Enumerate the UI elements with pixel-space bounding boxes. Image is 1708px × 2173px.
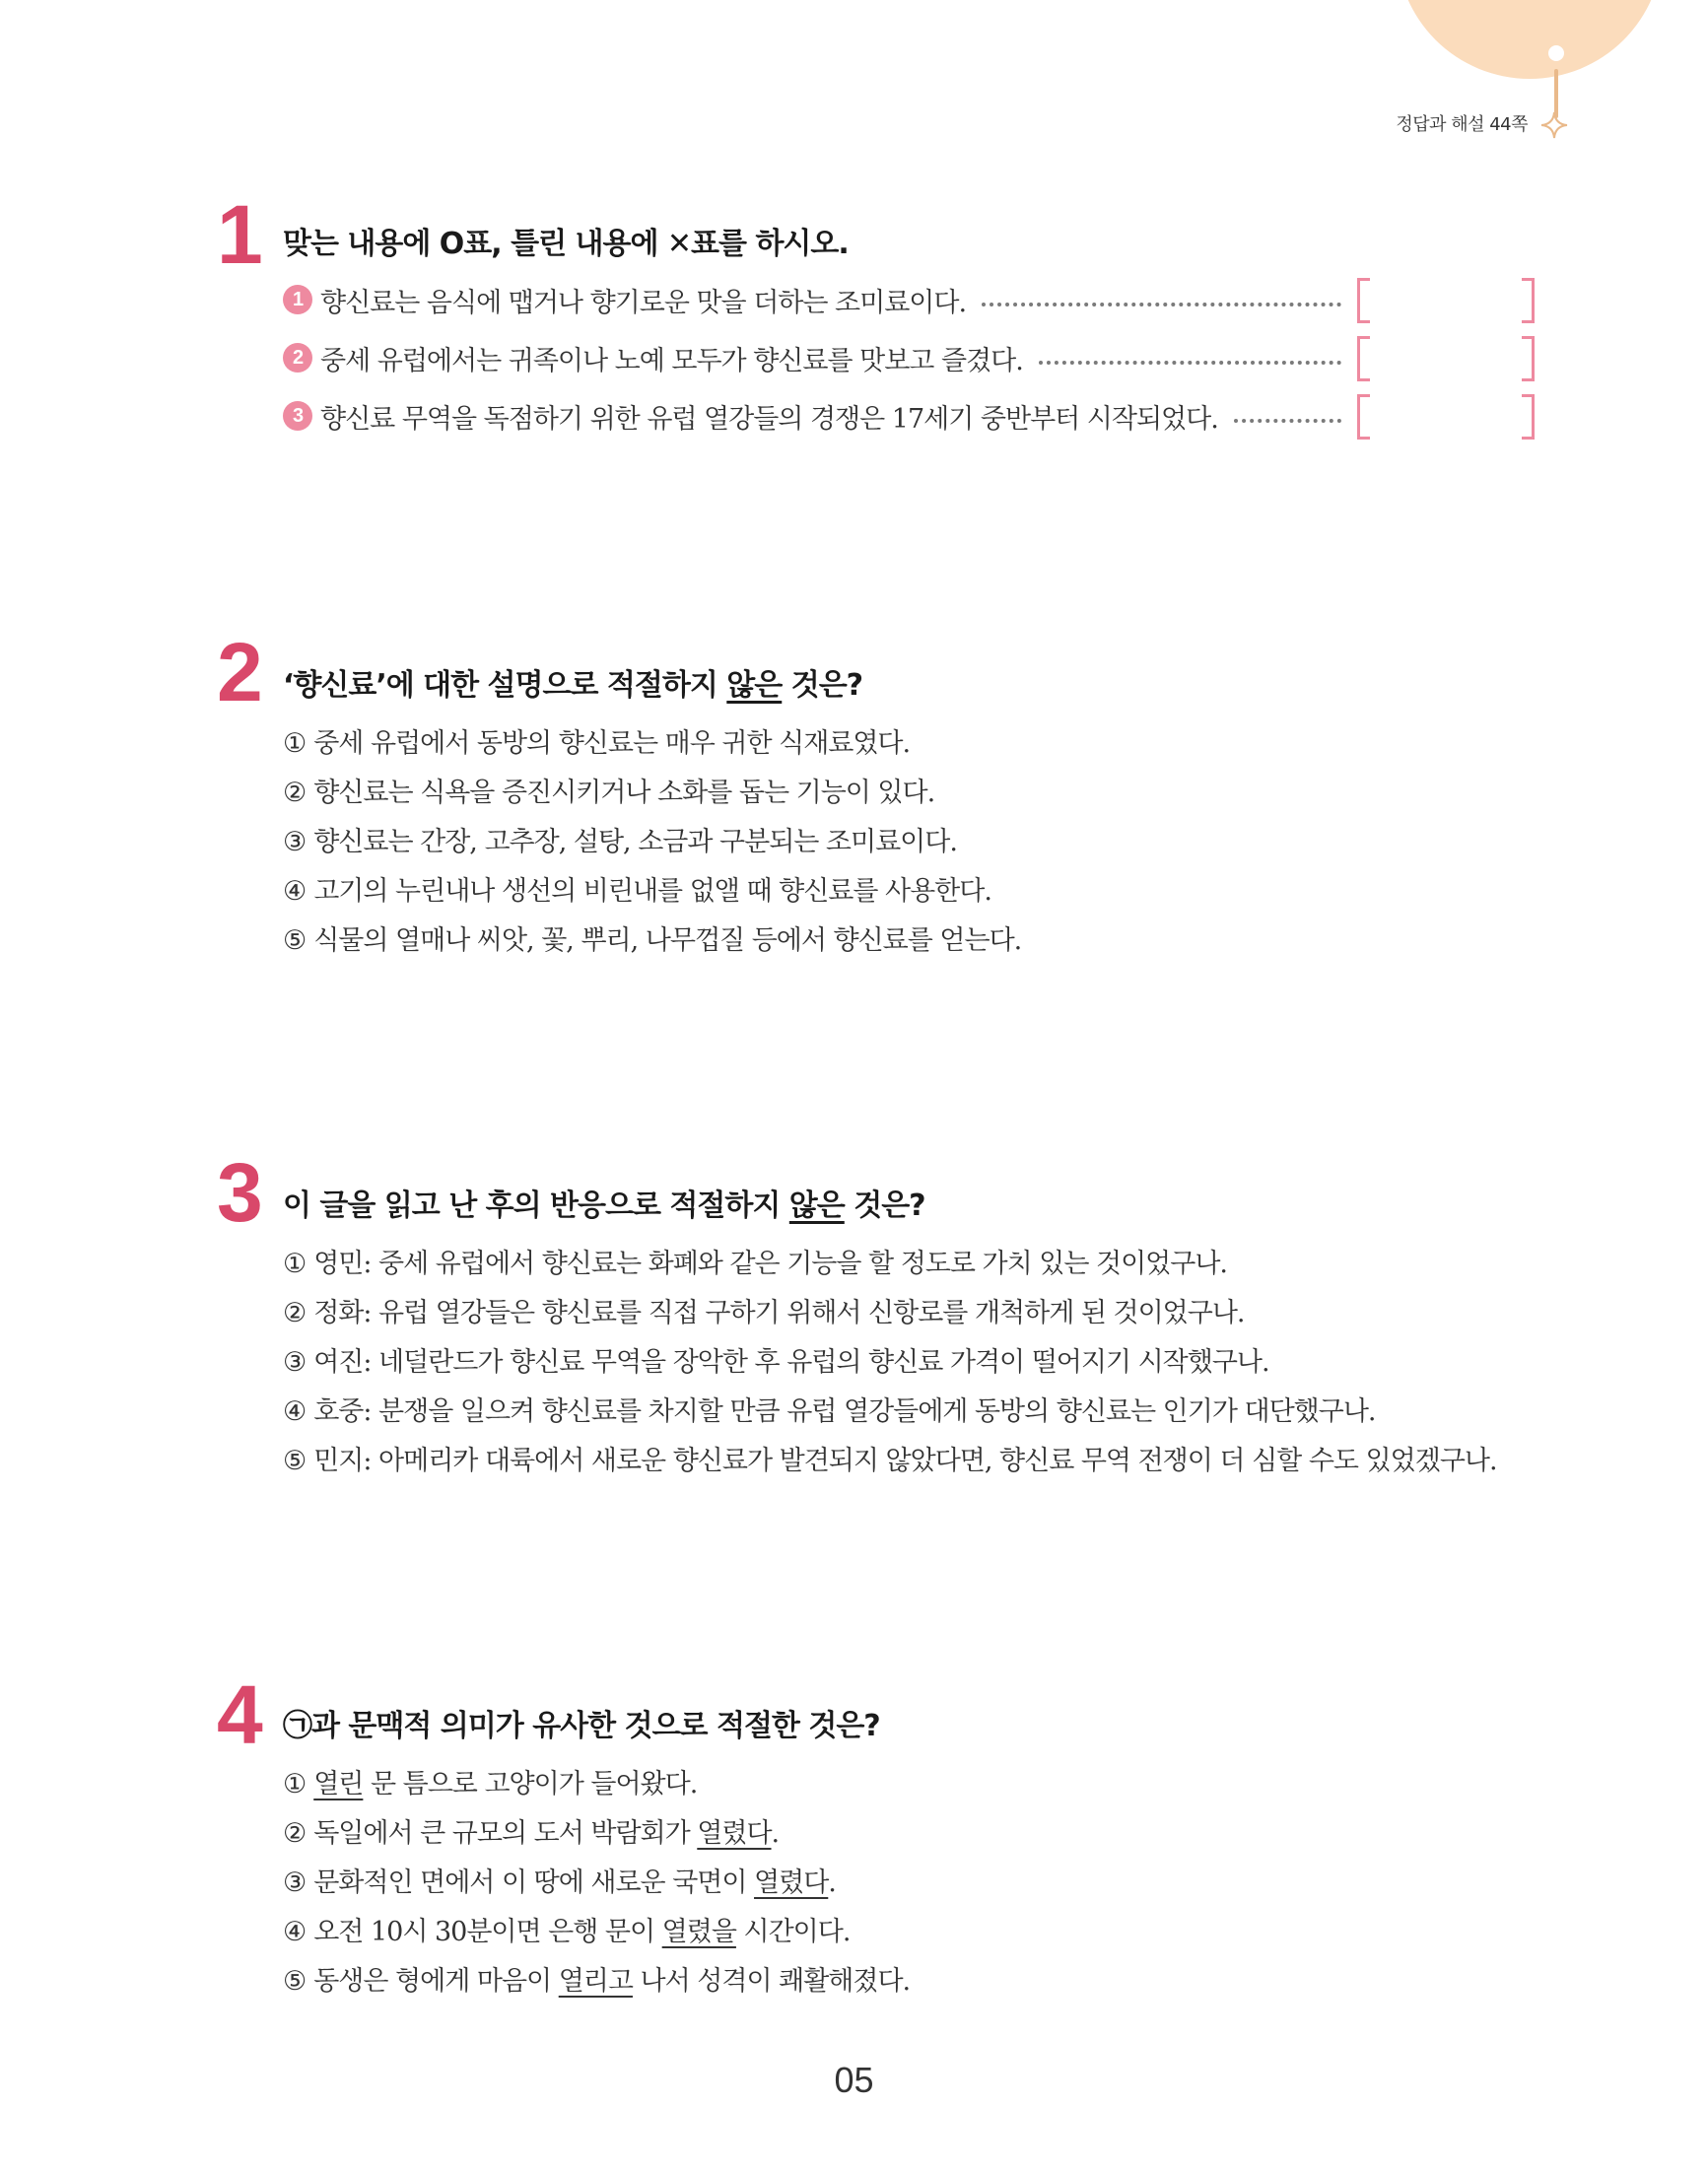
choice-item[interactable]: ③ 여진: 네덜란드가 향신료 무역을 장악한 후 유럽의 향신료 가격이 떨어지기 시작했구나.	[283, 1347, 1269, 1378]
question-title: ‘향신료’에 대한 설명으로 적절하지 않은 것은?	[283, 668, 863, 703]
choice-item[interactable]: ② 독일에서 큰 규모의 도서 박람회가 열렸다.	[283, 1818, 780, 1849]
choice-item[interactable]: ④ 호중: 분쟁을 일으켜 향신료를 차지할 만큼 유럽 열강들에게 동방의 향신료는 인기가 대단했구나.	[283, 1396, 1376, 1427]
question-number: 3	[217, 1146, 263, 1239]
choice-item[interactable]: ⑤ 식물의 열매나 씨앗, 꽃, 뿌리, 나무껍질 등에서 향신료를 얻는다.	[283, 925, 1022, 956]
question-number: 1	[217, 188, 263, 281]
question-title: 맞는 내용에 O표, 틀린 내용에 ✕표를 하시오.	[283, 227, 849, 261]
ox-item-text: 향신료 무역을 독점하기 위한 유럽 열강들의 경쟁은 17세기 중반부터 시작되었다.	[320, 403, 1218, 435]
choice-item[interactable]: ④ 고기의 누린내나 생선의 비린내를 없앨 때 향신료를 사용한다.	[283, 876, 991, 907]
question-number: 4	[217, 1668, 263, 1761]
answer-reference: 정답과 해설 44쪽	[1396, 114, 1528, 135]
question-number: 2	[217, 626, 263, 718]
answer-bracket[interactable]	[1357, 394, 1535, 438]
leader-dots	[1039, 359, 1341, 365]
choice-item[interactable]: ③ 향신료는 간장, 고추장, 설탕, 소금과 구분되는 조미료이다.	[283, 827, 957, 857]
question-title: 이 글을 읽고 난 후의 반응으로 적절하지 않은 것은?	[283, 1188, 925, 1223]
choice-item[interactable]: ① 열린 문 틈으로 고양이가 들어왔다.	[283, 1769, 698, 1800]
ox-item-text: 중세 유럽에서는 귀족이나 노예 모두가 향신료를 맛보고 즐겼다.	[320, 345, 1023, 376]
item-number-badge: 3	[283, 401, 312, 431]
choice-item[interactable]: ④ 오전 10시 30분이면 은행 문이 열렸을 시간이다.	[283, 1917, 851, 1947]
sparkle-icon	[1539, 110, 1569, 140]
choice-item[interactable]: ② 향신료는 식욕을 증진시키거나 소화를 돕는 기능이 있다.	[283, 778, 935, 808]
leader-dots	[1234, 417, 1341, 423]
choice-item[interactable]: ② 정화: 유럽 열강들은 향신료를 직접 구하기 위해서 신항로를 개척하게 된 것이었구나.	[283, 1298, 1245, 1328]
choice-item[interactable]: ① 중세 유럽에서 동방의 향신료는 매우 귀한 식재료였다.	[283, 728, 911, 759]
ox-item-text: 향신료는 음식에 맵거나 향기로운 맛을 더하는 조미료이다.	[320, 287, 967, 318]
corner-decoration	[1397, 0, 1663, 79]
choice-item[interactable]: ① 영민: 중세 유럽에서 향신료는 화폐와 같은 기능을 할 정도로 가치 있는 것이었구나.	[283, 1249, 1228, 1279]
info-icon-dot	[1548, 45, 1564, 61]
question-title: ㉠과 문맥적 의미가 유사한 것으로 적절한 것은?	[283, 1709, 880, 1743]
answer-bracket[interactable]	[1357, 336, 1535, 379]
ox-item	[283, 280, 1535, 319]
answer-bracket[interactable]	[1357, 278, 1535, 321]
page-number: 05	[834, 2060, 874, 2100]
choice-item[interactable]: ⑤ 민지: 아메리카 대륙에서 새로운 향신료가 발견되지 않았다면, 향신료 무역 전쟁이 더 심할 수도 있었겠구나.	[283, 1446, 1497, 1476]
ox-item	[283, 396, 1535, 436]
choice-item[interactable]: ⑤ 동생은 형에게 마음이 열리고 나서 성격이 쾌활해졌다.	[283, 1966, 911, 1997]
ox-item	[283, 338, 1535, 377]
choice-item[interactable]: ③ 문화적인 면에서 이 땅에 새로운 국면이 열렸다.	[283, 1867, 836, 1898]
item-number-badge: 1	[283, 285, 312, 314]
leader-dots	[982, 301, 1341, 306]
item-number-badge: 2	[283, 343, 312, 373]
